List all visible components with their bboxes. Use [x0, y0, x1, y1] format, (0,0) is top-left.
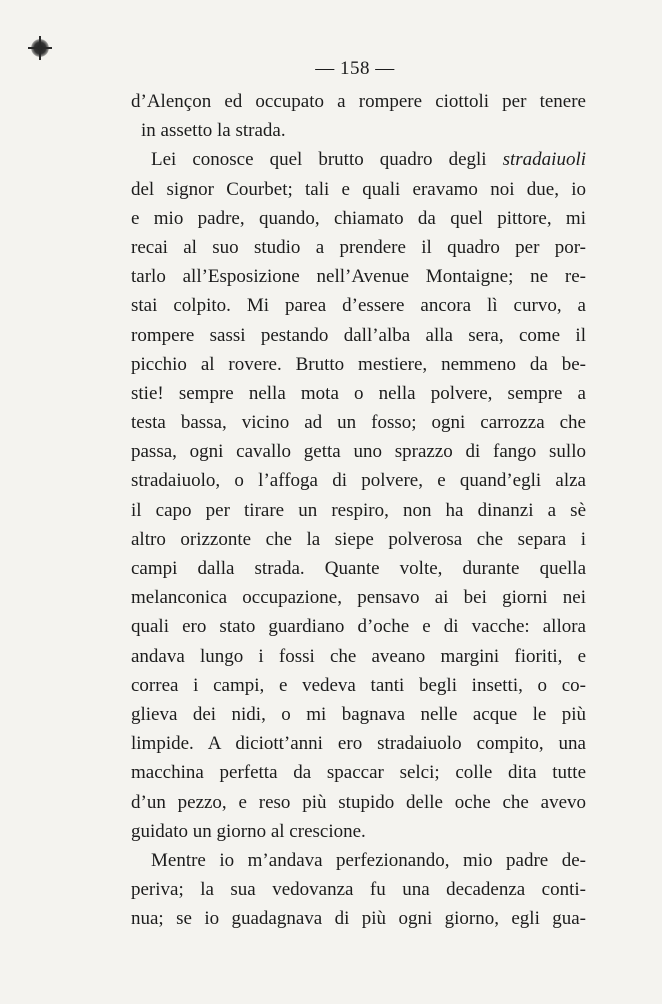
text-line: tarlo all’Esposizione nell’Avenue Montaigne; ne re- — [131, 266, 586, 288]
text-line: glieva dei nidi, o mi bagnava nelle acque le più — [131, 703, 586, 725]
text-line: del signor Courbet; tali e quali eravamo noi due, io — [131, 178, 586, 200]
text-line: melanconica occupazione, pensavo ai bei giorni nei — [131, 587, 586, 609]
paragraph-first-line — [131, 846, 586, 875]
text-line: passa, ogni cavallo getta uno sprazzo di fango sullo — [131, 441, 586, 463]
text-line: stie! sempre nella mota o nella polvere, sempre a — [131, 382, 586, 404]
text-line: campi dalla strada. Quante volte, durante quella — [131, 558, 586, 579]
text-line-start: Lei conosce quel brutto quadro degli stradaiuoli — [151, 149, 586, 171]
text-line: andava lungo i fossi che aveano margini fioriti, e — [131, 645, 586, 667]
text-line: e mio padre, quando, chiamato da quel pittore, mi — [131, 207, 586, 229]
text-line: quali ero stato guardiano d’oche e di vacche: allora — [131, 616, 586, 638]
page-number: — 158 — — [315, 58, 395, 79]
text-line: limpide. A diciott’anni ero stradaiuolo compito, una — [131, 733, 586, 755]
ink-blot-mark — [31, 39, 49, 57]
italic-word: stradaiuoli — [502, 149, 586, 171]
text-line: macchina perfetta da spaccar selci; colle dita tutte — [131, 762, 586, 784]
text-line: stai colpito. Mi parea d’essere ancora lì curvo, a — [131, 295, 586, 317]
paragraph-first-line — [131, 145, 586, 174]
text-line: recai al suo studio a prendere il quadro per por- — [131, 236, 586, 258]
text-line: correa i campi, e vedeva tanti begli insetti, o co- — [131, 674, 586, 696]
text-line: testa bassa, vicino ad un fosso; ogni carrozza che — [131, 412, 586, 434]
text-line: d’un pezzo, e reso più stupido delle oche che avevo — [131, 791, 586, 813]
text-line: nua; se io guadagnava di più ogni giorno, egli gua- — [131, 908, 586, 930]
text-line: stradaiuolo, o l’affoga di polvere, e quand’egli alza — [131, 470, 586, 492]
text-line: in assetto la strada. — [141, 120, 286, 142]
body-text — [131, 87, 586, 933]
text-line-start: Mentre io m’andava perfezionando, mio padre de- — [151, 849, 586, 871]
text-line: picchio al rovere. Brutto mestiere, nemmeno da be- — [131, 353, 586, 375]
text-line: periva; la sua vedovanza fu una decadenza conti- — [131, 879, 586, 901]
text-line: rompere sassi pestando dall’alba alla sera, come il — [131, 324, 586, 346]
text-line: guidato un giorno al crescione. — [131, 820, 366, 842]
text-line: d’Alençon ed occupato a rompere ciottoli per tenere — [131, 91, 586, 112]
text-line: altro orizzonte che la siepe polverosa che separa i — [131, 528, 586, 550]
text-line: il capo per tirare un respiro, non ha dinanzi a sè — [131, 499, 586, 521]
